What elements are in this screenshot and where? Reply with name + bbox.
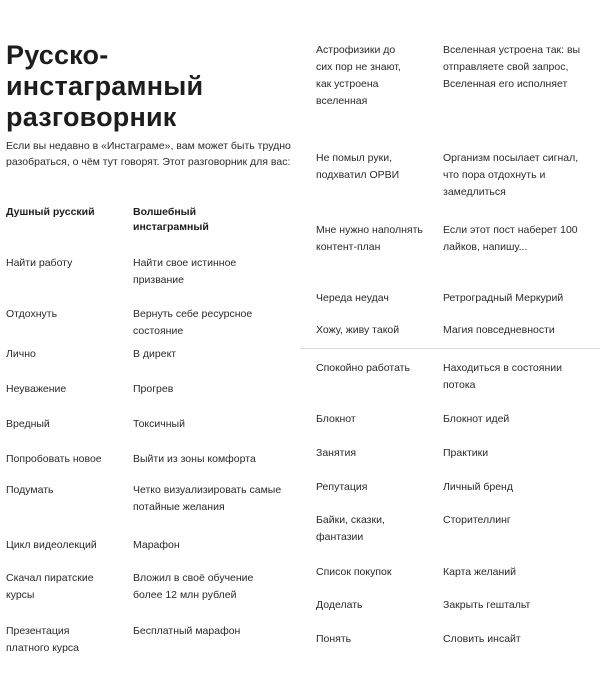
left-plain-cell: Отдохнуть — [6, 308, 58, 320]
right-plain-cell: Астрофизики до сих пор не знают, как устроена вселенная — [316, 44, 401, 107]
right-magic-cell: Вселенная устроена так: вы отправляете свой запрос, Вселенная его исполняет — [443, 44, 581, 90]
left-plain-cell: Найти работу — [6, 257, 73, 269]
right-plain-cell: Доделать — [316, 599, 363, 611]
left-magic-cell: Вложил в своё обучение более 12 млн рублей — [133, 572, 254, 601]
right-plain-cell: Хожу, живу такой — [316, 324, 400, 336]
column-header-magic: Волшебный инстаграмный — [133, 206, 209, 233]
left-magic-cell: Прогрев — [133, 383, 174, 395]
left-plain-cell: Скачал пиратские курсы — [6, 572, 94, 601]
right-plain-cell: Список покупок — [316, 566, 392, 578]
left-magic-cell: Найти свое истинное призвание — [133, 257, 237, 286]
right-magic-cell: Блокнот идей — [443, 413, 510, 425]
right-magic-cell: Сторителлинг — [443, 514, 511, 526]
left-magic-cell: Четко визуализировать самые потайные желания — [133, 484, 282, 513]
left-magic-cell: Марафон — [133, 539, 180, 551]
intro-text: Если вы недавно в «Инстаграме», вам может быть трудно разобраться, о чём тут говорят. Этот разговорник для вас: — [6, 140, 291, 168]
divider — [300, 348, 600, 349]
left-plain-cell: Вредный — [6, 418, 50, 430]
right-plain-cell: Спокойно работать — [316, 362, 410, 374]
left-magic-cell: В директ — [133, 348, 177, 360]
left-magic-cell: Выйти из зоны комфорта — [133, 453, 256, 465]
right-magic-cell: Личный бренд — [443, 481, 513, 493]
right-plain-cell: Блокнот — [316, 413, 356, 425]
right-plain-cell: Репутация — [316, 481, 368, 493]
left-magic-cell: Бесплатный марафон — [133, 625, 241, 637]
left-plain-cell: Неуважение — [6, 383, 67, 395]
right-magic-cell: Карта желаний — [443, 566, 517, 578]
column-header-plain: Душный русский — [6, 206, 95, 218]
right-magic-cell: Магия повседневности — [443, 324, 555, 336]
right-magic-cell: Находиться в состоянии потока — [443, 362, 562, 391]
right-magic-cell: Ретроградный Меркурий — [443, 292, 564, 304]
right-plain-cell: Мне нужно наполнять контент-план — [316, 224, 423, 253]
left-magic-cell: Токсичный — [133, 418, 185, 430]
left-plain-cell: Цикл видеолекций — [6, 539, 97, 551]
left-plain-cell: Попробовать новое — [6, 453, 102, 465]
right-magic-cell: Закрыть гештальт — [443, 599, 531, 611]
right-plain-cell: Не помыл руки, подхватил ОРВИ — [316, 152, 400, 181]
right-magic-cell: Организм посылает сигнал, что пора отдохнуть и замедлиться — [443, 152, 579, 198]
left-plain-cell: Презентация платного курса — [6, 625, 79, 654]
left-magic-cell: Вернуть себе ресурсное состояние — [133, 308, 253, 337]
left-plain-cell: Лично — [6, 348, 36, 360]
page-title: Русско-инстаграмный разговорник — [6, 40, 204, 132]
right-plain-cell: Байки, сказки, фантазии — [316, 514, 385, 543]
right-plain-cell: Понять — [316, 633, 352, 645]
right-magic-cell: Если этот пост наберет 100 лайков, напишу... — [443, 224, 578, 253]
right-magic-cell: Словить инсайт — [443, 633, 521, 645]
right-plain-cell: Череда неудач — [316, 292, 389, 304]
right-plain-cell: Занятия — [316, 447, 357, 459]
right-magic-cell: Практики — [443, 447, 489, 459]
left-plain-cell: Подумать — [6, 484, 54, 496]
